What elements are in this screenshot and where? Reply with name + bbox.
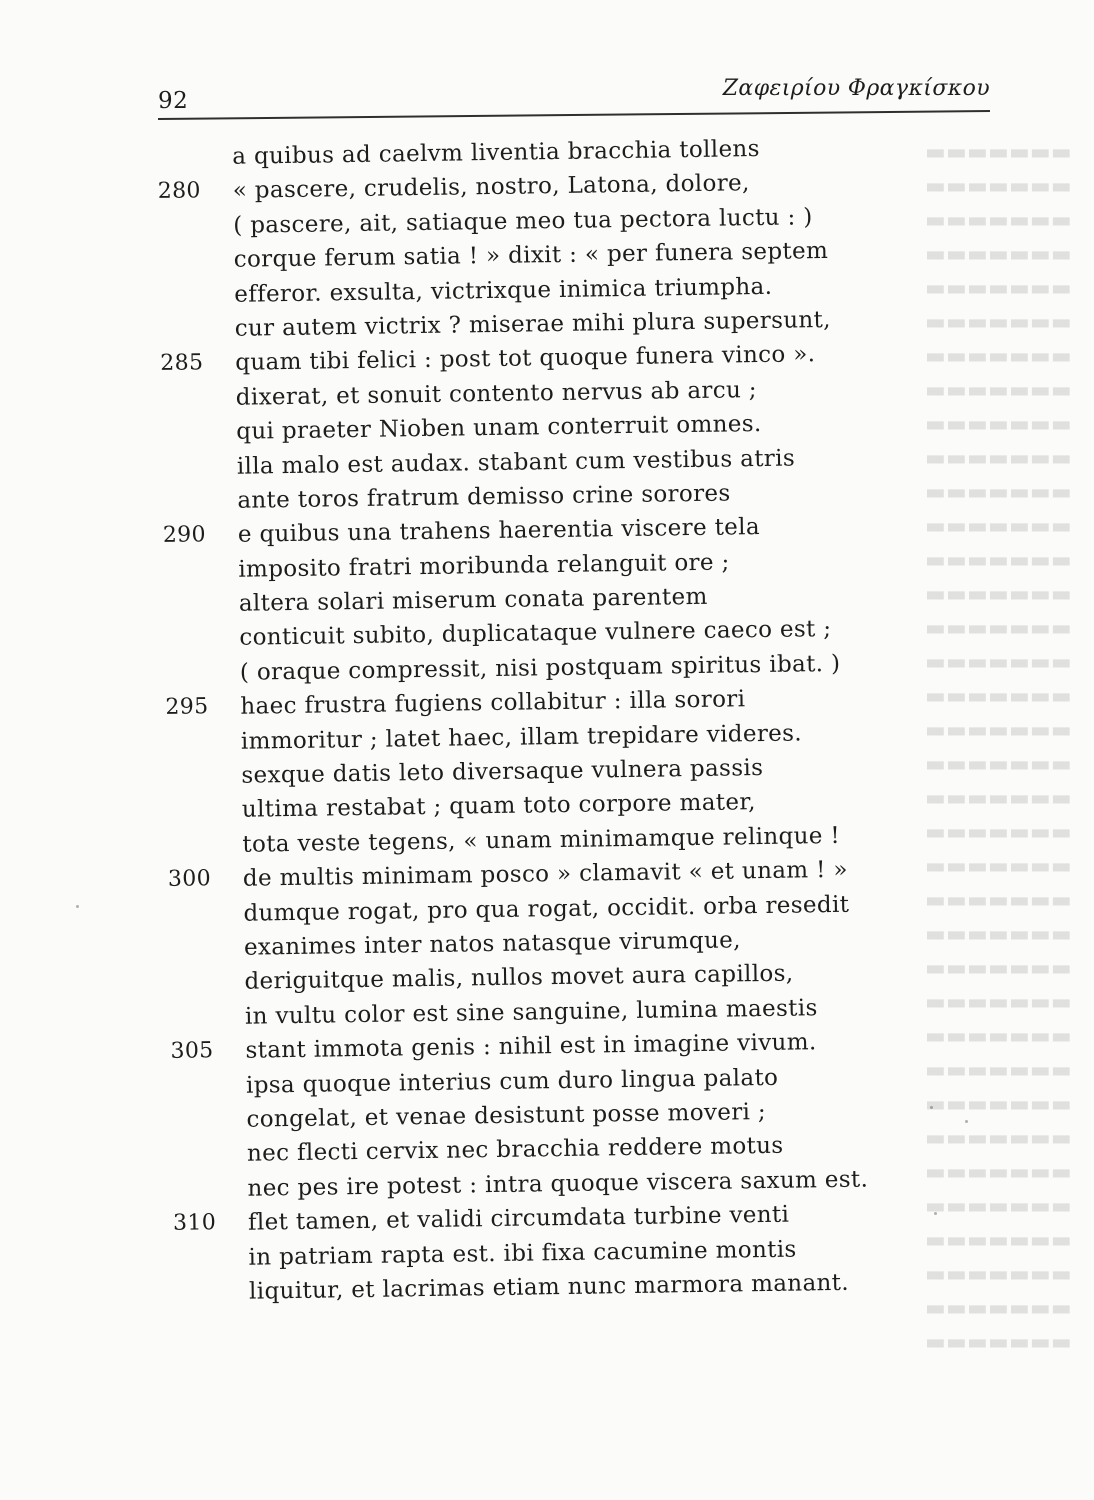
- verse-text: altera solari miserum conata parentem: [238, 583, 708, 617]
- line-number: [169, 965, 221, 966]
- show-through-texture: ▬▬▬▬▬▬▬ ▬▬▬▬▬▬▬ ▬▬▬▬▬▬▬ ▬▬▬▬▬▬▬ ▬▬▬▬▬▬▬ ▬▬▬▬▬▬▬ ▬▬▬▬▬▬▬ ▬▬▬▬▬▬▬ ▬▬▬▬▬▬▬ ▬▬▬▬▬▬▬ ▬▬▬▬▬▬▬ ▬▬▬▬▬▬▬ ▬▬▬▬▬▬▬ ▬▬▬▬▬▬▬ ▬▬▬▬▬▬▬ ▬▬▬▬▬▬▬ ▬▬▬▬▬▬▬ ▬▬▬▬▬▬▬ ▬▬▬▬▬▬▬ ▬▬▬▬▬▬▬ ▬▬▬▬▬▬▬ ▬▬▬▬▬▬▬ ▬▬▬▬▬▬▬ ▬▬▬▬▬▬▬ ▬▬▬▬▬▬▬ ▬▬▬▬▬▬▬ ▬▬▬▬▬▬▬ ▬▬▬▬▬▬▬ ▬▬▬▬▬▬▬ ▬▬▬▬▬▬▬ ▬▬▬▬▬▬▬ ▬▬▬▬▬▬▬ ▬▬▬▬▬▬▬ ▬▬▬▬▬▬▬ ▬▬▬▬▬▬▬ ▬▬▬▬▬▬▬: [925, 140, 1072, 1355]
- verse-text: « pascere, crudelis, nostro, Latona, dolore,: [232, 170, 750, 205]
- line-number: [161, 381, 213, 382]
- line-number: [157, 140, 209, 141]
- verse-text: conticuit subito, duplicataque vulnere caeco est ;: [239, 616, 832, 652]
- verse-text: sexque datis leto diversaque vulnera passis: [241, 755, 764, 789]
- paper-speck: [76, 905, 79, 908]
- verse-text: dixerat, et sonuit contento nervus ab arcu ;: [235, 376, 758, 411]
- verse-text: quam tibi felici : post tot quoque funera vinco ».: [235, 341, 816, 377]
- verse-text: in patriam rapta est. ibi fixa cacumine montis: [248, 1236, 797, 1271]
- line-number: [164, 587, 216, 588]
- line-number: 285: [160, 350, 204, 377]
- line-number: [169, 931, 221, 932]
- line-number: [166, 759, 218, 760]
- line-number: [172, 1137, 224, 1138]
- page-header: [158, 76, 990, 116]
- running-head: Ζαφειρίου Φραγκίσκου: [722, 76, 990, 101]
- line-number: [173, 1241, 225, 1242]
- verse-text: ( pascere, ait, satiaque meo tua pectora luctu : ): [233, 203, 813, 239]
- verse-text: efferor. exsulta, victrixque inimica triumpha.: [234, 273, 773, 308]
- verse-text: in vultu color est sine sanguine, lumina maestis: [244, 994, 818, 1030]
- line-number: [165, 656, 217, 657]
- verse-text: exanimes inter natos natasque virumque,: [243, 927, 741, 961]
- line-number: [162, 484, 214, 485]
- verse-text: dumque rogat, pro qua rogat, occidit. orba resedit: [243, 891, 850, 927]
- line-number: [172, 1172, 224, 1173]
- verse-text: immoritur ; latet haec, illam trepidare videres.: [240, 720, 803, 755]
- verse-text: cur autem victrix ? miserae mihi plura supersunt,: [234, 306, 832, 342]
- line-number: [170, 1000, 222, 1001]
- line-number: [159, 243, 211, 244]
- line-number: [162, 450, 214, 451]
- verse-text: corque ferum satia ! » dixit : « per funera septem: [233, 238, 829, 273]
- line-number: 295: [165, 694, 209, 721]
- line-number: [158, 209, 210, 210]
- line-number: [159, 278, 211, 279]
- verse-text: haec frustra fugiens collabitur : illa sorori: [240, 686, 746, 720]
- verse-text: stant immota genis : nihil est in imagine vivum.: [245, 1029, 817, 1064]
- verse-text: nec flecti cervix nec bracchia reddere motus: [246, 1133, 784, 1168]
- verse-text: ipsa quoque interius cum duro lingua palato: [245, 1064, 779, 1099]
- line-number: [164, 622, 216, 623]
- line-number: [161, 415, 213, 416]
- verse-text: flet tamen, et validi circumdata turbine venti: [247, 1201, 790, 1236]
- verse-text: ( oraque compressit, nisi postquam spiritus ibat. ): [239, 650, 841, 686]
- page-number: 92: [158, 88, 189, 114]
- line-number: [168, 897, 220, 898]
- verse-text: qui praeter Nioben unam conterruit omnes.: [236, 411, 762, 445]
- paper-speck: [965, 1120, 968, 1123]
- verse-text: liquitur, et lacrimas etiam nunc marmora manant.: [248, 1269, 850, 1305]
- line-number: [167, 794, 219, 795]
- paper-speck: [930, 1106, 933, 1109]
- line-number: [167, 828, 219, 829]
- line-number: [160, 312, 212, 313]
- line-number: [171, 1103, 223, 1104]
- line-number: [163, 553, 215, 554]
- latin-verse-block: [152, 129, 949, 1320]
- verse-text: congelat, et venae desistunt posse moveri ;: [246, 1098, 767, 1133]
- line-number: 310: [172, 1210, 217, 1236]
- verse-text: de multis minimam posco » clamavit « et unam ! »: [242, 856, 849, 892]
- verse-text: imposito fratri moribunda relanguit ore ;: [238, 549, 730, 583]
- verse-text: a quibus ad caelvm liventia bracchia tollens: [232, 135, 760, 170]
- paper-speck: [934, 1212, 937, 1215]
- line-number: [171, 1069, 223, 1070]
- verse-text: deriguitque malis, nullos movet aura capillos,: [244, 960, 794, 996]
- verse-text: ante toros fratrum demisso crine sorores: [237, 480, 731, 514]
- verse-text: nec pes ire potest : intra quoque viscera saxum est.: [247, 1166, 869, 1202]
- verse-text: ultima restabat ; quam toto corpore mater,: [241, 789, 757, 824]
- verse-text: illa malo est audax. stabant cum vestibus atris: [236, 445, 796, 480]
- line-number: 290: [162, 522, 207, 549]
- line-number: 300: [167, 866, 212, 893]
- line-number: 280: [157, 178, 201, 205]
- line-number: 305: [170, 1038, 214, 1064]
- verse-text: e quibus una trahens haerentia viscere tela: [237, 514, 761, 549]
- line-number: [166, 725, 218, 726]
- line-number: [174, 1275, 226, 1276]
- verse-text: tota veste tegens, « unam minimamque relinque !: [242, 822, 841, 858]
